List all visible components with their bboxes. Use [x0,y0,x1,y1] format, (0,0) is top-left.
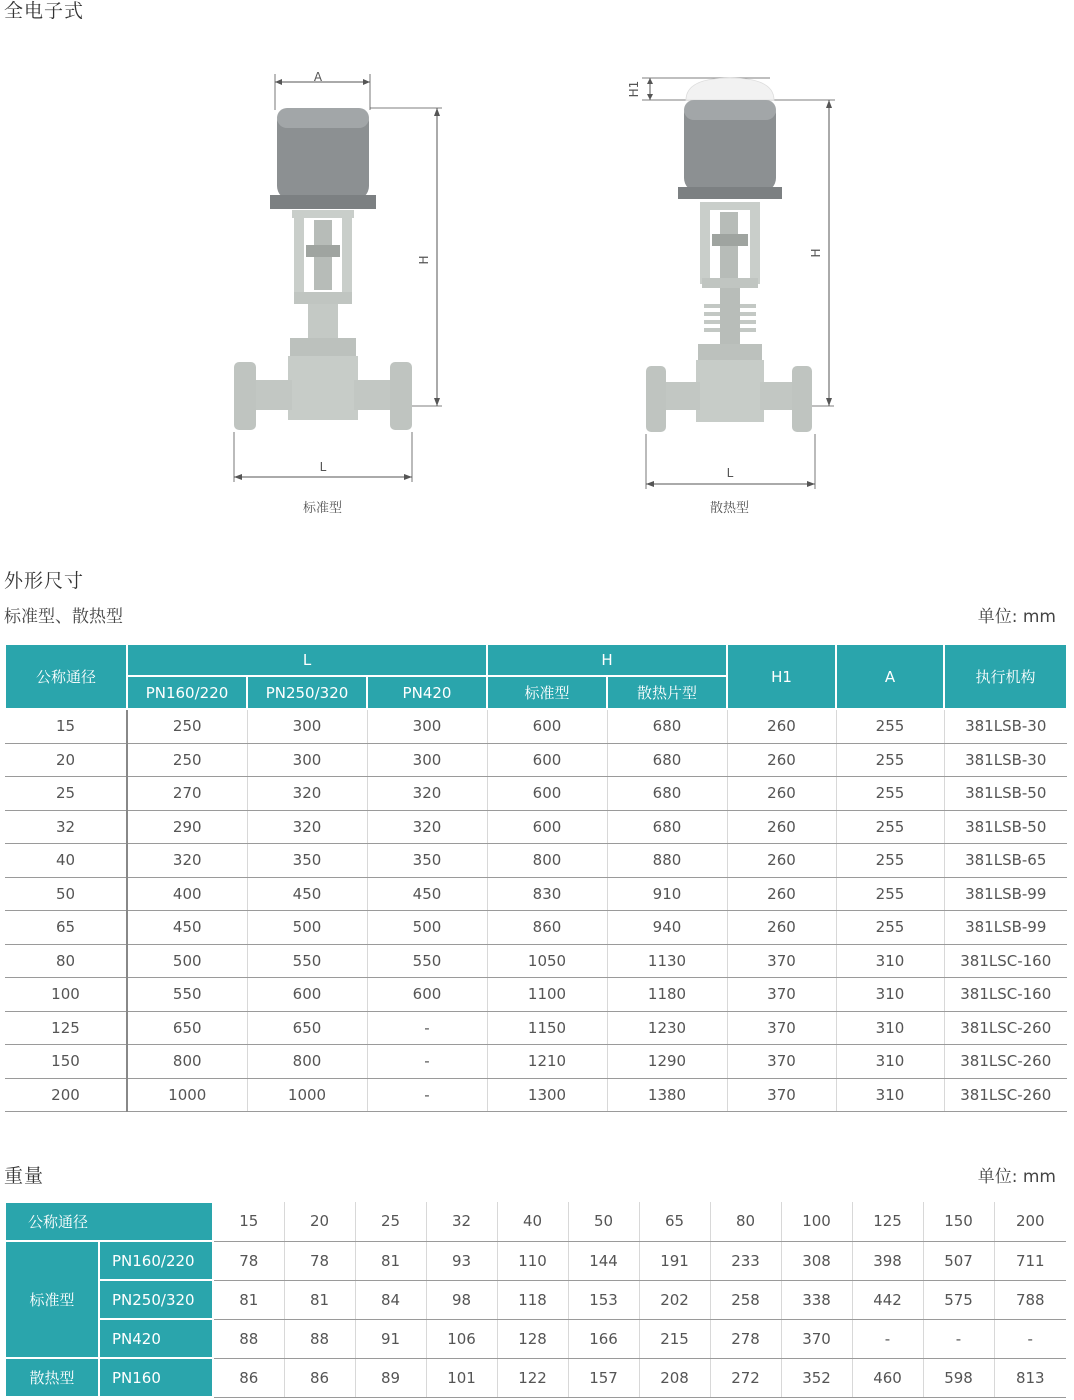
weight-size-cell: 80 [710,1202,781,1241]
weight-size-cell: 100 [781,1202,852,1241]
weight-cell: 101 [426,1358,497,1397]
table-cell: 1380 [607,1078,727,1112]
weight-cell: 202 [639,1280,710,1319]
weight-cell: 81 [213,1280,284,1319]
table-cell: 381LSC-160 [944,978,1067,1012]
weight-cell: - [994,1319,1066,1358]
table-cell: 320 [367,777,487,811]
weight-pn-label: PN160 [99,1358,213,1397]
table-cell: 1000 [247,1078,367,1112]
table-cell: 1000 [127,1078,247,1112]
table-cell: 100 [5,978,127,1012]
table-cell: 800 [247,1045,367,1079]
table-cell: 255 [836,877,944,911]
table-cell: 270 [127,777,247,811]
dim-h-label-2: H [809,248,823,258]
weight-cell: 98 [426,1280,497,1319]
table-cell: 1100 [487,978,607,1012]
table-cell: 32 [5,810,127,844]
dimensions-table [4,643,1068,1112]
dim-l-label: L [319,460,327,474]
table-cell: 381LSB-50 [944,810,1067,844]
weight-cell: 157 [568,1358,639,1397]
table-cell: 450 [367,877,487,911]
weight-cell: 93 [426,1241,497,1280]
table-cell: 320 [247,777,367,811]
weight-cell: 118 [497,1280,568,1319]
table-cell: 255 [836,911,944,945]
header-h-fin: 散热片型 [607,676,727,709]
weight-cell: 88 [284,1319,355,1358]
table-cell: 290 [127,810,247,844]
standard-valve-drawing [220,60,460,500]
weight-cell: 575 [923,1280,994,1319]
dimensions-heading: 外形尺寸 [4,570,85,592]
table-cell: 600 [487,777,607,811]
table-cell: 500 [247,911,367,945]
table-cell: 300 [247,743,367,777]
weight-unit: 单位: mm [977,1167,1056,1187]
weight-cell: 442 [852,1280,923,1319]
weight-group-label: 标准型 [5,1241,99,1358]
table-cell: 255 [836,709,944,743]
table-cell: 1050 [487,944,607,978]
weight-row [5,1319,1066,1358]
table-cell: 350 [247,844,367,878]
table-row [5,1011,1067,1045]
weight-cell: 78 [284,1241,355,1280]
weight-cell: 507 [923,1241,994,1280]
table-cell: 255 [836,743,944,777]
weight-cell: 208 [639,1358,710,1397]
table-cell: 650 [247,1011,367,1045]
table-cell: - [367,1045,487,1079]
table-cell: 680 [607,743,727,777]
table-cell: 381LSC-260 [944,1011,1067,1045]
weight-pn-label: PN160/220 [99,1241,213,1280]
header-h1: H1 [727,644,836,709]
table-cell: 1150 [487,1011,607,1045]
weight-size-cell: 200 [994,1202,1066,1241]
table-cell: 50 [5,877,127,911]
weight-cell: 153 [568,1280,639,1319]
table-cell: 370 [727,1011,836,1045]
table-cell: 260 [727,810,836,844]
table-cell: 381LSB-65 [944,844,1067,878]
table-row [5,844,1067,878]
weight-cell: 352 [781,1358,852,1397]
table-cell: 381LSB-99 [944,911,1067,945]
table-row [5,709,1067,743]
weight-size-cell: 25 [355,1202,426,1241]
weight-cell: 122 [497,1358,568,1397]
weight-cell: - [923,1319,994,1358]
weight-cell: 144 [568,1241,639,1280]
weight-cell: 128 [497,1319,568,1358]
header-l: L [127,644,487,676]
table-cell: 381LSB-50 [944,777,1067,811]
table-cell: 600 [367,978,487,1012]
weight-cell: 191 [639,1241,710,1280]
table-cell: 500 [367,911,487,945]
table-cell: 910 [607,877,727,911]
header-l-pn160: PN160/220 [127,676,247,709]
table-cell: 260 [727,844,836,878]
weight-row [5,1241,1066,1280]
dim-a-label: A [313,70,323,84]
table-cell: 310 [836,944,944,978]
weight-size-cell: 65 [639,1202,710,1241]
table-cell: 1210 [487,1045,607,1079]
table-cell: 300 [367,709,487,743]
table-row [5,777,1067,811]
weight-cell: 88 [213,1319,284,1358]
table-cell: - [367,1011,487,1045]
weight-cell: 338 [781,1280,852,1319]
table-cell: 260 [727,877,836,911]
table-cell: 25 [5,777,127,811]
table-cell: 260 [727,911,836,945]
table-cell: 600 [487,810,607,844]
table-cell: 260 [727,743,836,777]
weight-cell: 110 [497,1241,568,1280]
weight-heading: 重量 [4,1165,45,1187]
table-cell: 800 [487,844,607,878]
weight-cell: 81 [355,1241,426,1280]
weight-size-cell: 125 [852,1202,923,1241]
table-row [5,911,1067,945]
header-actuator: 执行机构 [944,644,1067,709]
weight-size-cell: 150 [923,1202,994,1241]
table-cell: 400 [127,877,247,911]
weight-pn-label: PN250/320 [99,1280,213,1319]
table-cell: 450 [247,877,367,911]
table-cell: 500 [127,944,247,978]
header-a: A [836,644,944,709]
table-cell: 680 [607,810,727,844]
table-cell: 1300 [487,1078,607,1112]
weight-cell: 215 [639,1319,710,1358]
weight-cell: 166 [568,1319,639,1358]
table-cell: 370 [727,1045,836,1079]
table-row [5,877,1067,911]
heat-dissipating-valve-drawing [620,60,860,500]
header-l-pn250: PN250/320 [247,676,367,709]
table-cell: 600 [487,743,607,777]
table-cell: 800 [127,1045,247,1079]
weight-cell: 460 [852,1358,923,1397]
weight-cell: 813 [994,1358,1066,1397]
table-row [5,810,1067,844]
weight-size-cell: 15 [213,1202,284,1241]
table-cell: 80 [5,944,127,978]
weight-size-cell: 40 [497,1202,568,1241]
weight-cell: 258 [710,1280,781,1319]
weight-cell: 81 [284,1280,355,1319]
table-cell: 550 [247,944,367,978]
table-cell: 450 [127,911,247,945]
table-row [5,1078,1067,1112]
table-cell: 20 [5,743,127,777]
table-row [5,1045,1067,1079]
weight-cell: 398 [852,1241,923,1280]
weight-cell: 78 [213,1241,284,1280]
table-cell: 600 [247,978,367,1012]
weight-cell: 86 [213,1358,284,1397]
weight-cell: 598 [923,1358,994,1397]
table-cell: 310 [836,1011,944,1045]
weight-cell: 711 [994,1241,1066,1280]
table-cell: 250 [127,743,247,777]
table-cell: 1180 [607,978,727,1012]
table-cell: 15 [5,709,127,743]
weight-header-nominal: 公称通径 [5,1202,213,1241]
table-cell: 680 [607,777,727,811]
table-cell: 300 [247,709,367,743]
dimensions-subheading: 标准型、散热型 [4,607,123,627]
table-cell: 65 [5,911,127,945]
weight-cell: 233 [710,1241,781,1280]
header-nominal: 公称通径 [5,644,127,709]
weight-cell: 89 [355,1358,426,1397]
table-cell: 150 [5,1045,127,1079]
header-l-pn420: PN420 [367,676,487,709]
table-cell: 255 [836,844,944,878]
weight-cell: 308 [781,1241,852,1280]
weight-cell: 91 [355,1319,426,1358]
weight-size-cell: 50 [568,1202,639,1241]
table-cell: 260 [727,777,836,811]
table-cell: 255 [836,777,944,811]
table-cell: 320 [367,810,487,844]
table-cell: 550 [367,944,487,978]
table-cell: 650 [127,1011,247,1045]
weight-table [4,1201,1066,1398]
dimensions-unit: 单位: mm [977,607,1056,627]
table-cell: 310 [836,978,944,1012]
table-cell: 370 [727,978,836,1012]
table-cell: 125 [5,1011,127,1045]
table-cell: 680 [607,709,727,743]
table-cell: 381LSB-99 [944,877,1067,911]
table-cell: 1290 [607,1045,727,1079]
header-h-standard: 标准型 [487,676,607,709]
weight-header-row [5,1202,1066,1241]
weight-cell: 84 [355,1280,426,1319]
weight-row [5,1358,1066,1397]
table-cell: 40 [5,844,127,878]
weight-row [5,1280,1066,1319]
header-h: H [487,644,727,676]
standard-caption: 标准型 [303,501,343,516]
weight-size-cell: 32 [426,1202,497,1241]
table-cell: 1230 [607,1011,727,1045]
table-cell: 381LSC-260 [944,1045,1067,1079]
weight-cell: 106 [426,1319,497,1358]
table-cell: 255 [836,810,944,844]
table-cell: 1130 [607,944,727,978]
table-cell: 860 [487,911,607,945]
table-cell: 381LSC-160 [944,944,1067,978]
weight-cell: 370 [781,1319,852,1358]
heat-dissipating-caption: 散热型 [710,501,750,516]
table-cell: 370 [727,944,836,978]
table-cell: 320 [247,810,367,844]
table-cell: 940 [607,911,727,945]
table-cell: 260 [727,709,836,743]
table-cell: 381LSB-30 [944,743,1067,777]
dim-h1-label: H1 [627,80,641,98]
table-cell: 600 [487,709,607,743]
weight-cell: 272 [710,1358,781,1397]
table-cell: 830 [487,877,607,911]
table-cell: - [367,1078,487,1112]
table-cell: 370 [727,1078,836,1112]
table-cell: 381LSB-30 [944,709,1067,743]
dim-l-label-2: L [726,466,734,480]
table-cell: 300 [367,743,487,777]
weight-cell: - [852,1319,923,1358]
table-cell: 320 [127,844,247,878]
table-row [5,743,1067,777]
table-row [5,978,1067,1012]
weight-size-cell: 20 [284,1202,355,1241]
weight-pn-label: PN420 [99,1319,213,1358]
table-cell: 310 [836,1045,944,1079]
dim-h-label: H [417,255,431,265]
table-row [5,944,1067,978]
weight-cell: 278 [710,1319,781,1358]
weight-group-label: 散热型 [5,1358,99,1397]
weight-cell: 86 [284,1358,355,1397]
weight-cell: 788 [994,1280,1066,1319]
table-cell: 550 [127,978,247,1012]
table-cell: 310 [836,1078,944,1112]
table-cell: 200 [5,1078,127,1112]
page-title: 全电子式 [4,0,85,22]
table-cell: 880 [607,844,727,878]
table-cell: 381LSC-260 [944,1078,1067,1112]
table-cell: 350 [367,844,487,878]
table-cell: 250 [127,709,247,743]
